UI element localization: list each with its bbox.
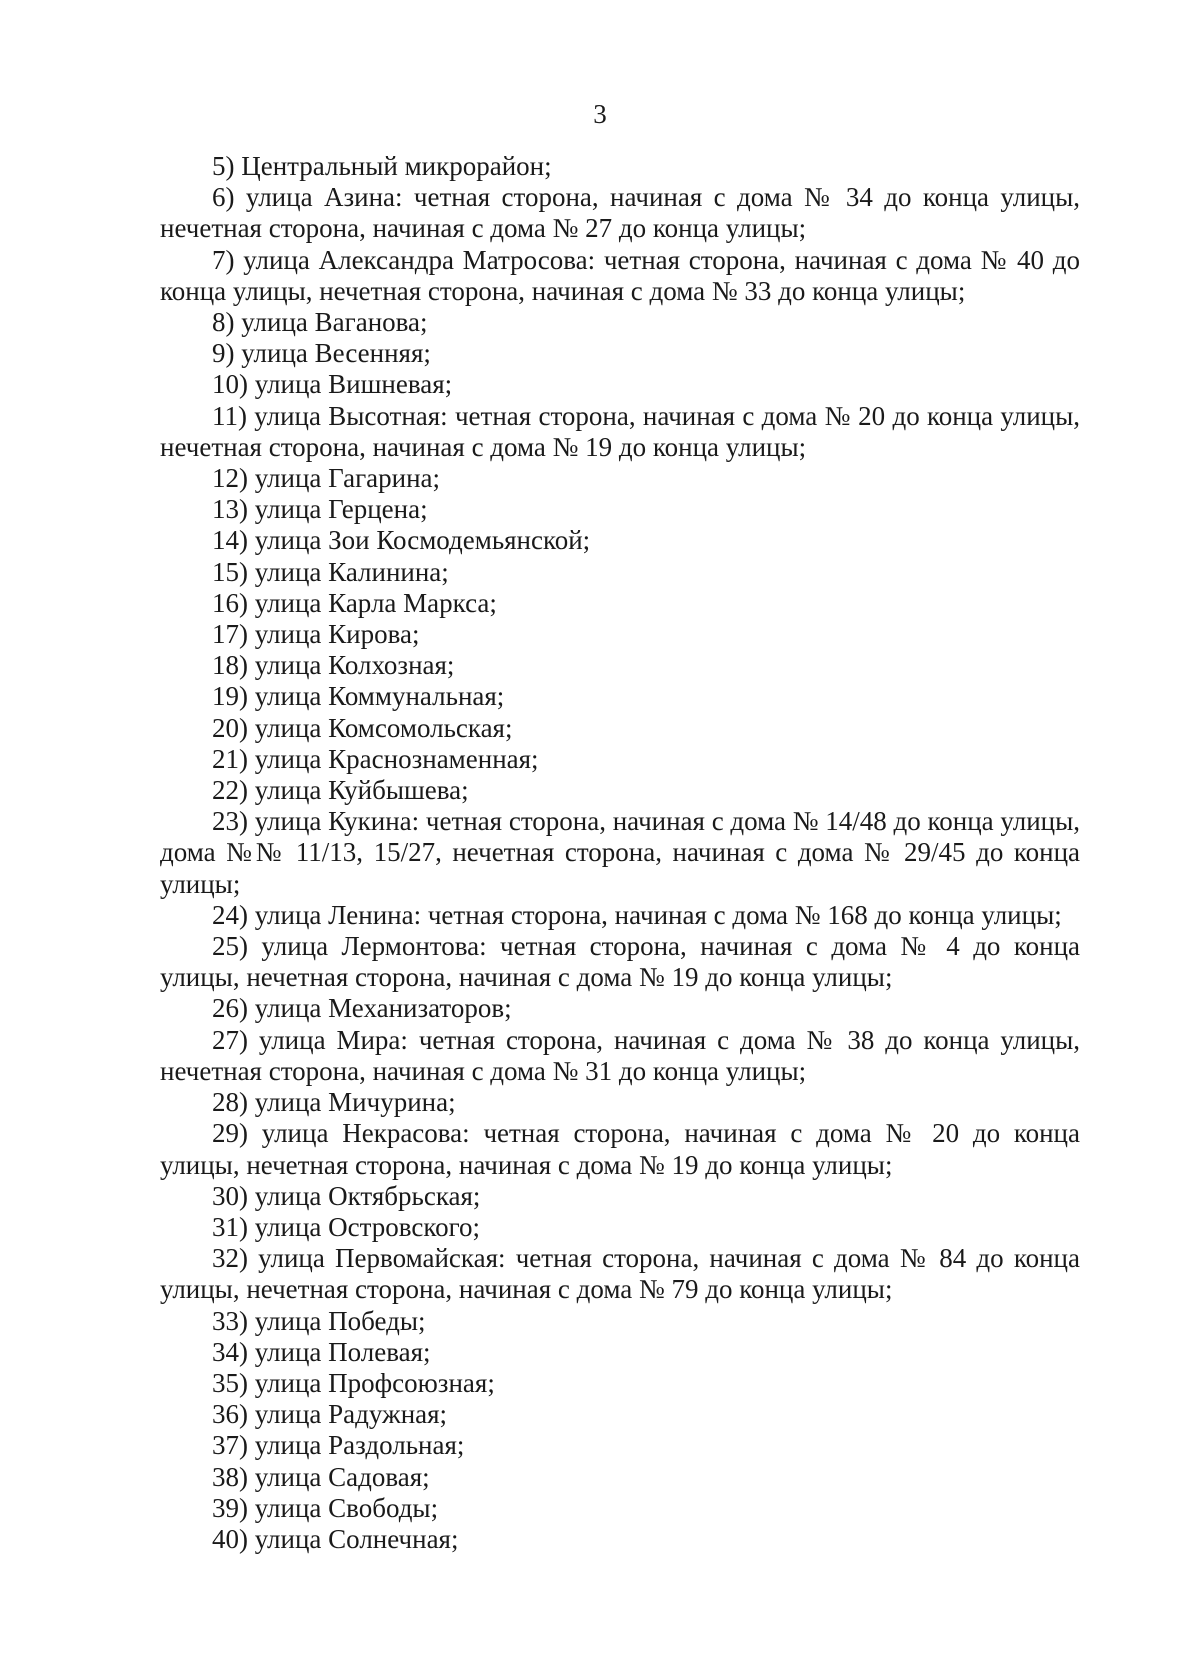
list-item: 29) улица Некрасова: четная сторона, начиная с дома № 20 до конца улицы, нечетная сторона, начиная с дома № 19 до конца улицы;: [160, 1118, 1080, 1180]
list-item: 11) улица Высотная: четная сторона, начиная с дома № 20 до конца улицы, нечетная сторона, начиная с дома № 19 до конца улицы;: [160, 400, 1080, 462]
list-item: 8) улица Ваганова;: [212, 307, 428, 338]
list-item: 26) улица Механизаторов;: [212, 993, 512, 1024]
list-item: 31) улица Островского;: [212, 1211, 480, 1242]
list-item: 13) улица Герцена;: [212, 494, 428, 525]
list-item: 6) улица Азина: четная сторона, начиная с дома № 34 до конца улицы, нечетная сторона, начиная с дома № 27 до конца улицы;: [160, 182, 1080, 244]
list-item: 28) улица Мичурина;: [212, 1087, 456, 1118]
list-item: 34) улица Полевая;: [212, 1336, 431, 1367]
list-item: 10) улица Вишневая;: [212, 369, 453, 400]
list-item: 18) улица Колхозная;: [212, 650, 455, 681]
street-list: [160, 151, 1080, 1555]
list-item: 16) улица Карла Маркса;: [212, 587, 497, 618]
list-item: 24) улица Ленина: четная сторона, начиная с дома № 168 до конца улицы;: [212, 899, 1062, 930]
list-item: 5) Центральный микрорайон;: [212, 151, 552, 181]
list-item: 20) улица Комсомольская;: [212, 712, 513, 743]
list-item: 27) улица Мира: четная сторона, начиная с дома № 38 до конца улицы, нечетная сторона, начиная с дома № 31 до конца улицы;: [160, 1024, 1080, 1086]
list-item: 22) улица Куйбышева;: [212, 775, 469, 806]
list-item: 21) улица Краснознаменная;: [212, 743, 539, 774]
list-item: 35) улица Профсоюзная;: [212, 1367, 495, 1398]
list-item: 33) улица Победы;: [212, 1305, 426, 1336]
list-item: 38) улица Садовая;: [212, 1461, 430, 1492]
list-item: 14) улица Зои Космодемьянской;: [212, 525, 591, 556]
list-item: 9) улица Весенняя;: [212, 338, 431, 369]
page-number: 3: [593, 99, 607, 129]
list-item: 23) улица Кукина: четная сторона, начиная с дома № 14/48 до конца улицы, дома №№ 11/13, 15/27, нечетная сторона, начиная с дома № 29/45 до конца улицы;: [160, 806, 1080, 899]
list-item: 25) улица Лермонтова: четная сторона, начиная с дома № 4 до конца улицы, нечетная сторона, начиная с дома № 19 до конца улицы;: [160, 931, 1080, 993]
list-item: 40) улица Солнечная;: [212, 1523, 459, 1554]
list-item: 37) улица Раздольная;: [212, 1430, 465, 1461]
list-item: 19) улица Коммунальная;: [212, 681, 505, 712]
list-item: 32) улица Первомайская: четная сторона, начиная с дома № 84 до конца улицы, нечетная сторона, начиная с дома № 79 до конца улицы;: [160, 1243, 1080, 1305]
list-item: 15) улица Калинина;: [212, 556, 449, 587]
list-item: 17) улица Кирова;: [212, 619, 420, 650]
list-item: 7) улица Александра Матросова: четная сторона, начиная с дома № 40 до конца улицы, нечетная сторона, начиная с дома № 33 до конца улицы;: [160, 244, 1080, 306]
list-item: 36) улица Радужная;: [212, 1399, 448, 1430]
list-item: 12) улица Гагарина;: [212, 463, 441, 494]
list-item: 30) улица Октябрьская;: [212, 1180, 481, 1211]
list-item: 39) улица Свободы;: [212, 1492, 439, 1523]
